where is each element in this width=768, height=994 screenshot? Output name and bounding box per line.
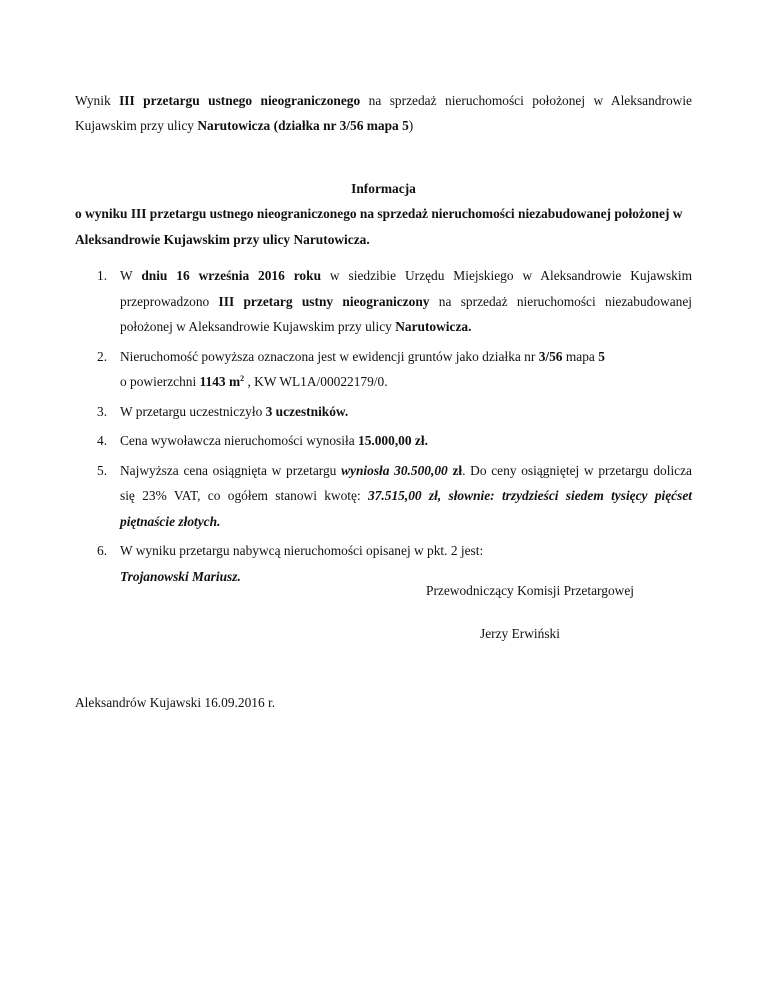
item-number: 2.	[97, 348, 108, 364]
item-number: 4.	[97, 433, 108, 448]
chairman-title: Przewodniczący Komisji Przetargowej	[426, 583, 634, 598]
highest-price: wyniosła 30.500,00	[341, 462, 448, 478]
map-number: 5	[598, 348, 605, 364]
list-item: 2. Nieruchomość powyższa oznaczona jest w ewidencji gruntów jako działka nr 3/56 mapa 5 o powierzchni 1143 $m^2$ , KW WL1A/00022179/0.	[75, 344, 692, 395]
list-item: 6. W wyniku przetargu nabywcą nieruchomości opisanej w pkt. 2 jest: Trojanowski Mariusz.	[75, 538, 692, 589]
item-number: 5.	[97, 462, 108, 478]
result-header: Wynik III przetargu ustnego nieograniczonego na sprzedaż nieruchomości położonej w Aleksandrowie Kujawskim przy ulicy Narutowicza (działka nr 3/56 mapa 5)	[75, 93, 692, 133]
document-title: Informacja	[351, 181, 416, 196]
land-register: , KW WL1A/00022179/0.	[244, 374, 388, 389]
header-street: Narutowicza	[197, 118, 271, 133]
tender-date: dniu 16 września 2016 roku	[141, 268, 322, 283]
list-item: 5. Najwyższa cena osiągnięta w przetargu wyniosła 30.500,00 zł. Do ceny osiągniętej w przetargu dolicza się 23% VAT, co ogółem stanowi kwotę: 37.515,00 zł, słownie: trzydzieści siedem tysięcy pięćset piętnaście złotych.	[75, 458, 692, 535]
header-text: na sprzedaż nieruchomości położonej w Aleksandrowie Kujawskim przy ulicy	[75, 93, 692, 133]
items-list	[75, 263, 692, 593]
header-tender-name: III przetargu ustnego nieograniczonego	[119, 93, 361, 108]
plot-number: 3/56	[538, 348, 563, 364]
buyer-name: Trojanowski Mariusz.	[120, 568, 241, 584]
street-name: Narutowicza.	[395, 319, 472, 334]
header-plot: (działka nr 3/56 mapa 5	[273, 118, 409, 133]
participants-count: 3 uczestników.	[265, 403, 349, 419]
list-item: 1. W dniu 16 września 2016 roku w siedzibie Urzędu Miejskiego w Aleksandrowie Kujawskim przeprowadzono III przetarg ustny nieograniczony na sprzedaż nieruchomości niezabudowanej położonej w Aleksandrowie Kujawskim przy ulicy Narutowicza.	[75, 263, 692, 340]
header-text: Wynik	[75, 93, 120, 108]
starting-price: 15.000,00 zł.	[358, 433, 428, 448]
area-value: 1143 m	[199, 374, 241, 389]
list-item: 3. W przetargu uczestniczyło 3 uczestników.	[75, 399, 692, 425]
place-date: Aleksandrów Kujawski 16.09.2016 r.	[75, 695, 276, 710]
item-number: 1.	[97, 268, 108, 283]
document-subtitle: o wyniku III przetargu ustnego nieograniczonego na sprzedaż nieruchomości niezabudowanej położonej w Aleksandrowie Kujawskim przy ulicy Narutowicza.	[75, 206, 683, 247]
list-item: 4. Cena wywoławcza nieruchomości wynosiła 15.000,00 zł.	[75, 428, 692, 454]
tender-type: III przetarg ustny nieograniczony	[218, 293, 430, 309]
item-number: 6.	[97, 543, 108, 558]
item-number: 3.	[97, 403, 108, 419]
total-amount: 37.515,00 zł, słownie: trzydzieści siedem tysięcy pięćset piętnaście złotych.	[120, 488, 692, 529]
chairman-name: Jerzy Erwiński	[480, 626, 560, 641]
